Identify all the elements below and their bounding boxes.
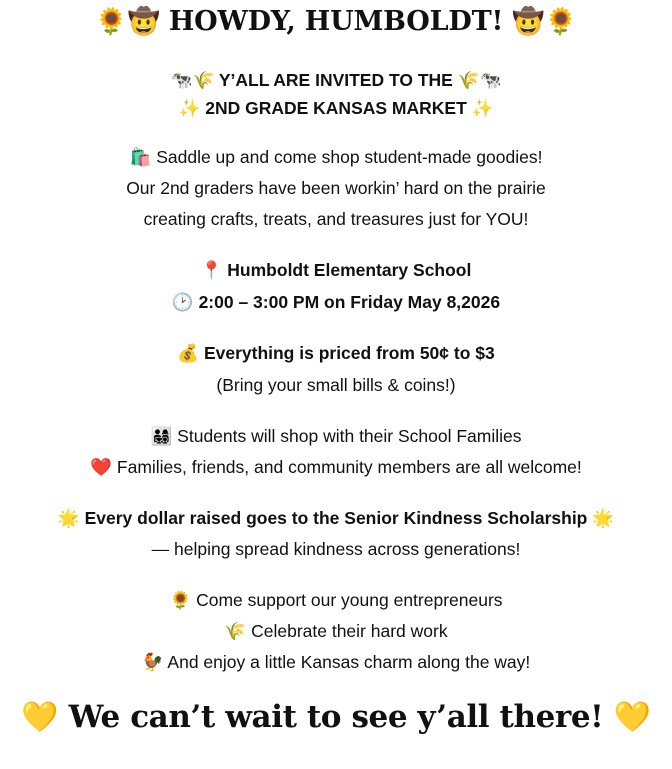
location-text: Humboldt Elementary School — [227, 260, 472, 280]
support-line-1 — [0, 590, 672, 611]
heart-icon: ❤️ — [90, 458, 113, 478]
price-text: Everything is priced from 50¢ to $3 — [203, 343, 495, 363]
kindness-line: — helping spread kindness across generations! — [151, 539, 521, 559]
flyer-title — [0, 6, 672, 37]
support-line-3-text: And enjoy a little Kansas charm along the way! — [167, 652, 531, 672]
star-icon: 🌟 — [57, 509, 80, 529]
shopping-bags-icon: 🛍️ — [129, 148, 152, 168]
wheat-icon: 🌾 — [224, 622, 247, 642]
invite-line-1-text: Y’ALL ARE INVITED TO THE — [218, 70, 453, 90]
sparkles-icon: ✨ — [471, 99, 494, 119]
scholarship-text: Every dollar raised goes to the Senior Kindness Scholarship — [84, 508, 588, 528]
invite-line-1 — [0, 70, 672, 91]
intro-line-1 — [0, 147, 672, 168]
welcome-line — [0, 457, 672, 478]
price-note: (Bring your small bills & coins!) — [216, 375, 456, 395]
support-line-2 — [0, 621, 672, 642]
money-bag-icon: 💰 — [177, 344, 200, 364]
location-line — [0, 260, 672, 281]
star-icon: 🌟 — [592, 509, 615, 529]
support-line-3 — [0, 652, 672, 673]
intro-line-2: Our 2nd graders have been workin’ hard on the prairie — [126, 178, 546, 198]
support-line-1-text: Come support our young entrepreneurs — [196, 590, 503, 610]
cowboy-sunflower-icon: 🤠🌻 — [512, 7, 577, 37]
welcome-text: Families, friends, and community members are all welcome! — [116, 457, 582, 477]
support-line-2-text: Celebrate their hard work — [251, 621, 448, 641]
sparkles-icon: ✨ — [178, 99, 201, 119]
time-text: 2:00 – 3:00 PM on Friday May 8,2026 — [198, 292, 501, 312]
wheat-cow-icon: 🌾🐄 — [457, 71, 502, 91]
scholarship-line — [0, 508, 672, 529]
sunflower-icon: 🌻 — [169, 591, 192, 611]
flyer-title-text: HOWDY, HUMBOLDT! — [168, 6, 504, 37]
sunflower-cowboy-icon: 🌻🤠 — [95, 7, 160, 37]
intro-line-1-text: Saddle up and come shop student-made goodies! — [156, 147, 543, 167]
time-line — [0, 292, 672, 313]
rooster-icon: 🐓 — [141, 653, 164, 673]
families-text: Students will shop with their School Families — [177, 426, 522, 446]
clock-icon: 🕑 — [171, 293, 194, 313]
yellow-heart-icon: 💛 — [21, 700, 59, 735]
price-line — [0, 343, 672, 364]
yellow-heart-icon: 💛 — [613, 700, 651, 735]
family-icon: 👨‍👩‍👧‍👦 — [150, 427, 173, 447]
families-line — [0, 426, 672, 447]
invite-line-2 — [0, 98, 672, 119]
invite-line-2-text: 2ND GRADE KANSAS MARKET — [205, 98, 467, 118]
closing-text: We can’t wait to see y’all there! — [68, 699, 604, 735]
closing-line — [0, 699, 672, 735]
cow-wheat-icon: 🐄🌾 — [170, 71, 215, 91]
intro-line-3: creating crafts, treats, and treasures just for YOU! — [143, 209, 529, 229]
pin-icon: 📍 — [200, 261, 223, 281]
